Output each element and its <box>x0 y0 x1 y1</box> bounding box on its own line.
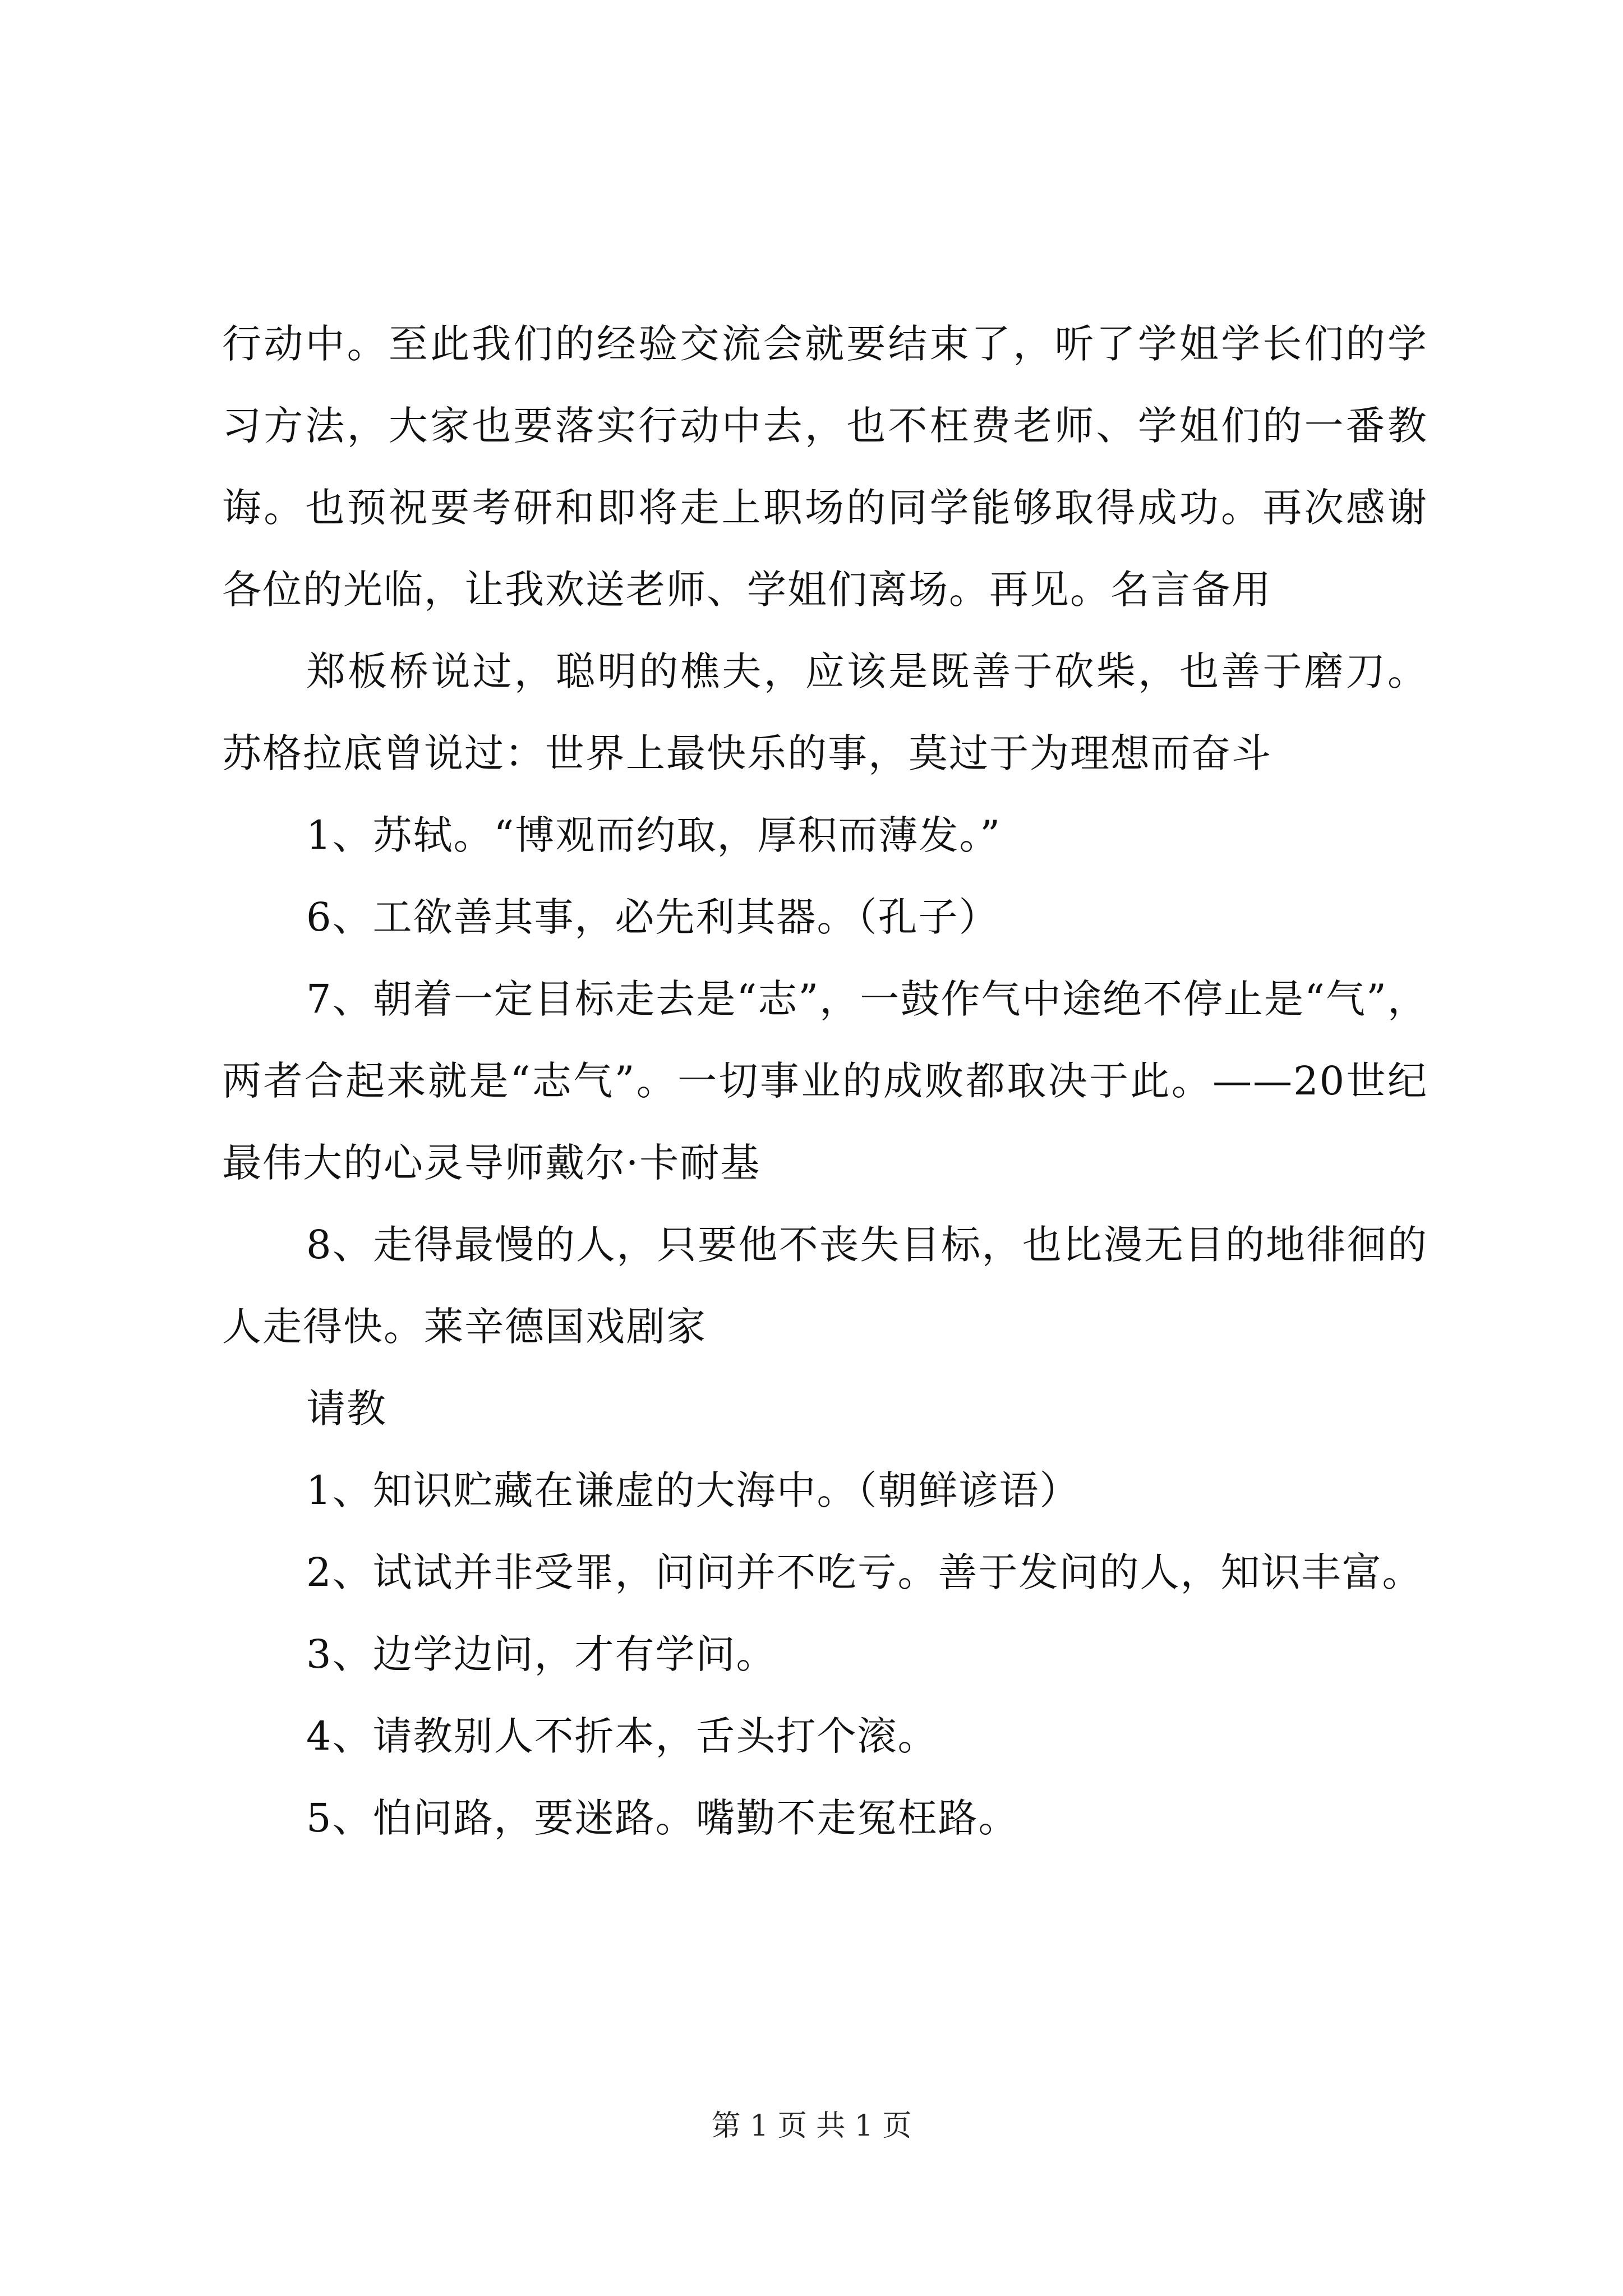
quote-item: 4、请教别人不折本，舌头打个滚。 <box>306 1713 938 1759</box>
quote-item: 6、工欲善其事，必先利其器。（孔子） <box>306 894 999 940</box>
quote-item: 7、朝着一定目标走去是“志”，一鼓作气中途绝不停止是“气”，两者合起来就是“志气”。一切事业的成败都取决于此。——20世纪最伟大的心灵导师戴尔·卡耐基 <box>222 976 1428 1186</box>
page-number-footer: 第 1 页 共 1 页 <box>711 2109 912 2143</box>
quote-item: 2、试试并非受罪，问问并不吃亏。善于发问的人，知识丰富。 <box>306 1549 1423 1595</box>
quote-item: 1、知识贮藏在谦虚的大海中。（朝鲜谚语） <box>306 1467 1080 1513</box>
paragraph-quotes-intro: 郑板桥说过，聪明的樵夫，应该是既善于砍柴，也善于磨刀。苏格拉底曾说过：世界上最快乐的事，莫过于为理想而奋斗 <box>222 648 1428 776</box>
quote-item: 5、怕问路，要迷路。嘴勤不走冤枉路。 <box>306 1795 1019 1841</box>
section-heading: 请教 <box>306 1386 387 1432</box>
paragraph-closing-remarks: 行动中。至此我们的经验交流会就要结束了，听了学姐学长们的学习方法，大家也要落实行动中去，也不枉费老师、学姐们的一番教诲。也预祝要考研和即将走上职场的同学能够取得成功。再次感谢各位的光临，让我欢送老师、学姐们离场。再见。名言备用 <box>222 321 1428 613</box>
quote-item: 8、走得最慢的人，只要他不丧失目标，也比漫无目的地徘徊的人走得快。莱辛德国戏剧家 <box>222 1222 1428 1350</box>
quote-item: 3、边学边问，才有学问。 <box>306 1631 777 1677</box>
document-body <box>222 303 1428 1859</box>
quote-item: 1、苏轼。“博观而约取，厚积而薄发。” <box>306 812 1002 858</box>
